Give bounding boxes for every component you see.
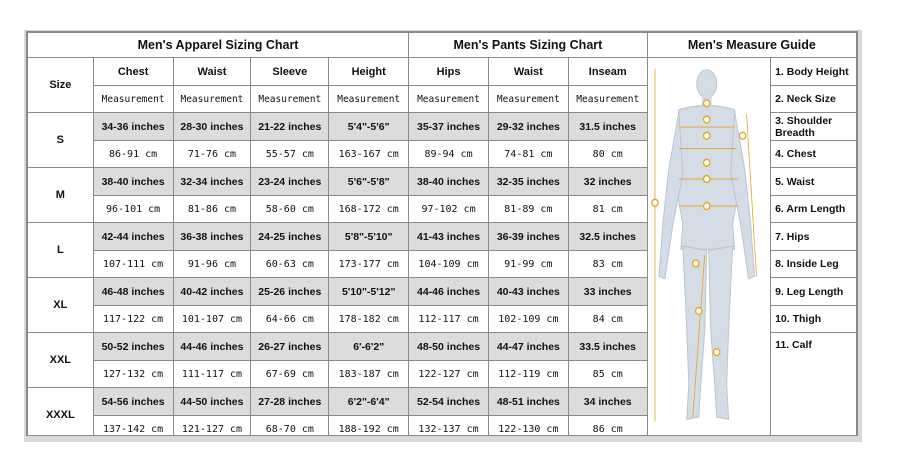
- cm-value: 121-127 cm: [173, 416, 251, 437]
- cm-value: 86-91 cm: [93, 141, 173, 168]
- inch-value: 25-26 inches: [251, 278, 329, 306]
- measure-point-marker: [704, 202, 710, 209]
- guide-item: 10. Thigh: [771, 306, 857, 333]
- size-label: M: [28, 168, 94, 223]
- inch-value: 32 inches: [568, 168, 647, 196]
- size-label: L: [28, 223, 94, 278]
- body-figure-illustration: [649, 60, 770, 437]
- measure-point-marker: [704, 175, 710, 182]
- inch-value: 33.5 inches: [568, 333, 647, 361]
- cm-value: 102-109 cm: [488, 306, 568, 333]
- inch-value: 41-43 inches: [409, 223, 489, 251]
- inch-value: 38-40 inches: [93, 168, 173, 196]
- inch-value: 29-32 inches: [488, 113, 568, 141]
- cm-value: 112-117 cm: [409, 306, 489, 333]
- cm-value: 132-137 cm: [409, 416, 489, 437]
- column-header: Waist: [488, 58, 568, 86]
- figure-right-leg: [709, 246, 733, 419]
- cm-value: 183-187 cm: [329, 361, 409, 388]
- inch-value: 5'4"-5'6": [329, 113, 409, 141]
- cm-value: 81 cm: [568, 196, 647, 223]
- cm-value: 127-132 cm: [93, 361, 173, 388]
- cm-value: 104-109 cm: [409, 251, 489, 278]
- column-header: Sleeve: [251, 58, 329, 86]
- size-label: XL: [28, 278, 94, 333]
- inch-value: 44-47 inches: [488, 333, 568, 361]
- size-header: Size: [28, 58, 94, 113]
- inch-value: 48-50 inches: [409, 333, 489, 361]
- cm-value: 60-63 cm: [251, 251, 329, 278]
- inch-value: 50-52 inches: [93, 333, 173, 361]
- cm-value: 163-167 cm: [329, 141, 409, 168]
- measurement-label: Measurement: [409, 86, 489, 113]
- guide-item: 2. Neck Size: [771, 86, 857, 113]
- cm-value: 58-60 cm: [251, 196, 329, 223]
- column-header: Waist: [173, 58, 251, 86]
- column-header: Hips: [409, 58, 489, 86]
- inch-value: 40-42 inches: [173, 278, 251, 306]
- inch-value: 32-35 inches: [488, 168, 568, 196]
- inch-value: 6'2"-6'4": [329, 388, 409, 416]
- guide-item: 1. Body Height: [771, 58, 857, 86]
- column-header: Chest: [93, 58, 173, 86]
- guide-item: 8. Inside Leg: [771, 251, 857, 278]
- measurement-label: Measurement: [488, 86, 568, 113]
- inch-value: 48-51 inches: [488, 388, 568, 416]
- pants-chart-title: Men's Pants Sizing Chart: [409, 33, 648, 58]
- cm-value: 168-172 cm: [329, 196, 409, 223]
- measure-point-marker: [693, 259, 699, 266]
- cm-value: 122-130 cm: [488, 416, 568, 437]
- size-label: XXXL: [28, 388, 94, 437]
- guide-item: 9. Leg Length: [771, 278, 857, 306]
- measurement-label: Measurement: [568, 86, 647, 113]
- cm-value: 111-117 cm: [173, 361, 251, 388]
- inch-value: 52-54 inches: [409, 388, 489, 416]
- cm-value: 112-119 cm: [488, 361, 568, 388]
- measurement-label: Measurement: [251, 86, 329, 113]
- column-header: Inseam: [568, 58, 647, 86]
- guide-item: 11. Calf: [771, 333, 857, 437]
- inch-value: 24-25 inches: [251, 223, 329, 251]
- cm-value: 80 cm: [568, 141, 647, 168]
- inch-value: 36-39 inches: [488, 223, 568, 251]
- cm-value: 97-102 cm: [409, 196, 489, 223]
- inch-value: 34 inches: [568, 388, 647, 416]
- cm-value: 55-57 cm: [251, 141, 329, 168]
- inch-value: 23-24 inches: [251, 168, 329, 196]
- guide-item: 4. Chest: [771, 141, 857, 168]
- sizing-chart-sheet: [26, 31, 858, 436]
- cm-value: 71-76 cm: [173, 141, 251, 168]
- cm-value: 68-70 cm: [251, 416, 329, 437]
- guide-item: 7. Hips: [771, 223, 857, 251]
- inch-value: 21-22 inches: [251, 113, 329, 141]
- cm-value: 96-101 cm: [93, 196, 173, 223]
- cm-value: 91-96 cm: [173, 251, 251, 278]
- apparel-chart-title: Men's Apparel Sizing Chart: [28, 33, 409, 58]
- cm-value: 74-81 cm: [488, 141, 568, 168]
- inch-value: 42-44 inches: [93, 223, 173, 251]
- cm-value: 85 cm: [568, 361, 647, 388]
- inch-value: 36-38 inches: [173, 223, 251, 251]
- measure-point-marker: [696, 307, 702, 314]
- measure-point-marker: [714, 348, 720, 355]
- inch-value: 5'8"-5'10": [329, 223, 409, 251]
- inch-value: 44-46 inches: [173, 333, 251, 361]
- inch-value: 44-50 inches: [173, 388, 251, 416]
- measure-point-marker: [704, 132, 710, 139]
- inch-value: 38-40 inches: [409, 168, 489, 196]
- cm-value: 91-99 cm: [488, 251, 568, 278]
- guide-item: 5. Waist: [771, 168, 857, 196]
- measurement-label: Measurement: [329, 86, 409, 113]
- inch-value: 33 inches: [568, 278, 647, 306]
- measure-point-marker: [704, 159, 710, 166]
- cm-value: 137-142 cm: [93, 416, 173, 437]
- inch-value: 31.5 inches: [568, 113, 647, 141]
- measure-guide-title: Men's Measure Guide: [647, 33, 856, 58]
- inch-value: 6'-6'2": [329, 333, 409, 361]
- inch-value: 28-30 inches: [173, 113, 251, 141]
- cm-value: 122-127 cm: [409, 361, 489, 388]
- inch-value: 26-27 inches: [251, 333, 329, 361]
- inch-value: 5'6"-5'8": [329, 168, 409, 196]
- guide-item: 6. Arm Length: [771, 196, 857, 223]
- inch-value: 44-46 inches: [409, 278, 489, 306]
- inch-value: 40-43 inches: [488, 278, 568, 306]
- cm-value: 107-111 cm: [93, 251, 173, 278]
- measure-point-marker: [652, 199, 658, 206]
- measure-point-marker: [704, 99, 710, 106]
- cm-value: 81-86 cm: [173, 196, 251, 223]
- inch-value: 5'10"-5'12": [329, 278, 409, 306]
- inch-value: 32.5 inches: [568, 223, 647, 251]
- inch-value: 34-36 inches: [93, 113, 173, 141]
- cm-value: 188-192 cm: [329, 416, 409, 437]
- cm-value: 117-122 cm: [93, 306, 173, 333]
- measure-point-marker: [740, 132, 746, 139]
- inch-value: 54-56 inches: [93, 388, 173, 416]
- inch-value: 27-28 inches: [251, 388, 329, 416]
- cm-value: 81-89 cm: [488, 196, 568, 223]
- cm-value: 84 cm: [568, 306, 647, 333]
- size-label: XXL: [28, 333, 94, 388]
- measurement-label: Measurement: [93, 86, 173, 113]
- cm-value: 178-182 cm: [329, 306, 409, 333]
- cm-value: 83 cm: [568, 251, 647, 278]
- cm-value: 67-69 cm: [251, 361, 329, 388]
- figure-head: [697, 69, 717, 97]
- inch-value: 46-48 inches: [93, 278, 173, 306]
- cm-value: 64-66 cm: [251, 306, 329, 333]
- guide-item: 3. Shoulder Breadth: [771, 113, 857, 141]
- size-label: S: [28, 113, 94, 168]
- inch-value: 35-37 inches: [409, 113, 489, 141]
- cm-value: 101-107 cm: [173, 306, 251, 333]
- measurement-label: Measurement: [173, 86, 251, 113]
- cm-value: 86 cm: [568, 416, 647, 437]
- cm-value: 89-94 cm: [409, 141, 489, 168]
- measure-point-marker: [704, 116, 710, 123]
- column-header: Height: [329, 58, 409, 86]
- inch-value: 32-34 inches: [173, 168, 251, 196]
- cm-value: 173-177 cm: [329, 251, 409, 278]
